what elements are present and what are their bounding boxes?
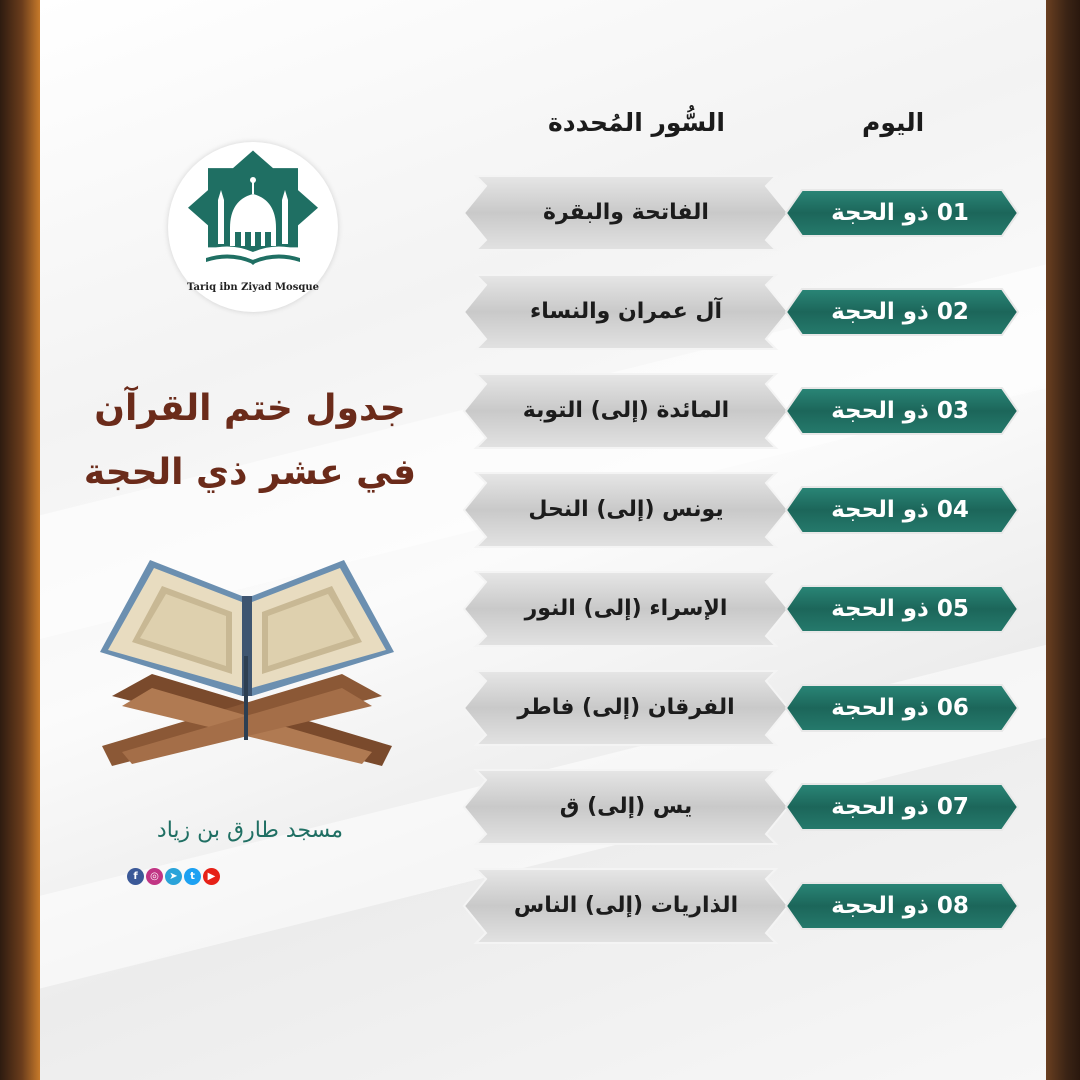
table-row: [462, 471, 1020, 549]
surah-pill: [462, 273, 790, 351]
day-label: 04 ذو الحجة: [831, 497, 969, 523]
day-label: 06 ذو الحجة: [831, 695, 969, 721]
surah-pill: [462, 471, 790, 549]
surah-range: الإسراء (إلى) النور: [524, 596, 728, 621]
left-frame: [0, 0, 40, 1080]
day-label: 05 ذو الحجة: [831, 596, 969, 622]
day-tag: [780, 287, 1020, 337]
surah-range: المائدة (إلى) التوبة: [522, 398, 730, 423]
day-tag: [780, 683, 1020, 733]
table-row: [462, 372, 1020, 450]
surah-range: آل عمران والنساء: [529, 299, 723, 324]
surah-range: يونس (إلى) النحل: [528, 497, 724, 522]
surah-range: الفاتحة والبقرة: [543, 200, 709, 225]
table-row: [462, 768, 1020, 846]
header-surahs: السُّور المُحددة: [548, 108, 725, 137]
surah-range: يس (إلى) ق: [559, 794, 693, 819]
day-label: 01 ذو الحجة: [831, 200, 969, 226]
title-line-2: في عشر ذي الحجة: [83, 452, 417, 493]
youtube-icon[interactable]: ▶: [203, 868, 220, 885]
day-tag: [780, 188, 1020, 238]
surah-pill: [462, 768, 790, 846]
day-label: 08 ذو الحجة: [831, 893, 969, 919]
day-label: 03 ذو الحجة: [831, 398, 969, 424]
mosque-logo: [168, 142, 338, 312]
day-tag: [780, 386, 1020, 436]
surah-range: الفرقان (إلى) فاطر: [517, 695, 735, 720]
table-row: [462, 570, 1020, 648]
day-label: 02 ذو الحجة: [831, 299, 969, 325]
facebook-icon[interactable]: f: [127, 868, 144, 885]
quran-on-stand-icon: [92, 556, 402, 786]
surah-pill: [462, 174, 790, 252]
mosque-name: مسجد طارق بن زياد: [156, 818, 344, 843]
header-day: اليوم: [862, 108, 925, 137]
day-tag: [780, 485, 1020, 535]
surah-pill: [462, 372, 790, 450]
table-row: [462, 273, 1020, 351]
day-tag: [780, 782, 1020, 832]
surah-range: الذاريات (إلى) الناس: [513, 893, 739, 918]
title-line-1: جدول ختم القرآن: [94, 388, 406, 429]
right-frame: [1046, 0, 1080, 1080]
surah-pill: [462, 570, 790, 648]
telegram-icon[interactable]: ➤: [165, 868, 182, 885]
instagram-icon[interactable]: ◎: [146, 868, 163, 885]
surah-pill: [462, 669, 790, 747]
twitter-icon[interactable]: t: [184, 868, 201, 885]
table-row: [462, 669, 1020, 747]
table-row: [462, 867, 1020, 945]
day-tag: [780, 584, 1020, 634]
day-tag: [780, 881, 1020, 931]
logo-caption: Tariq ibn Ziyad Mosque: [187, 282, 319, 293]
day-label: 07 ذو الحجة: [831, 794, 969, 820]
surah-pill: [462, 867, 790, 945]
social-icons: [127, 868, 220, 888]
table-row: [462, 174, 1020, 252]
